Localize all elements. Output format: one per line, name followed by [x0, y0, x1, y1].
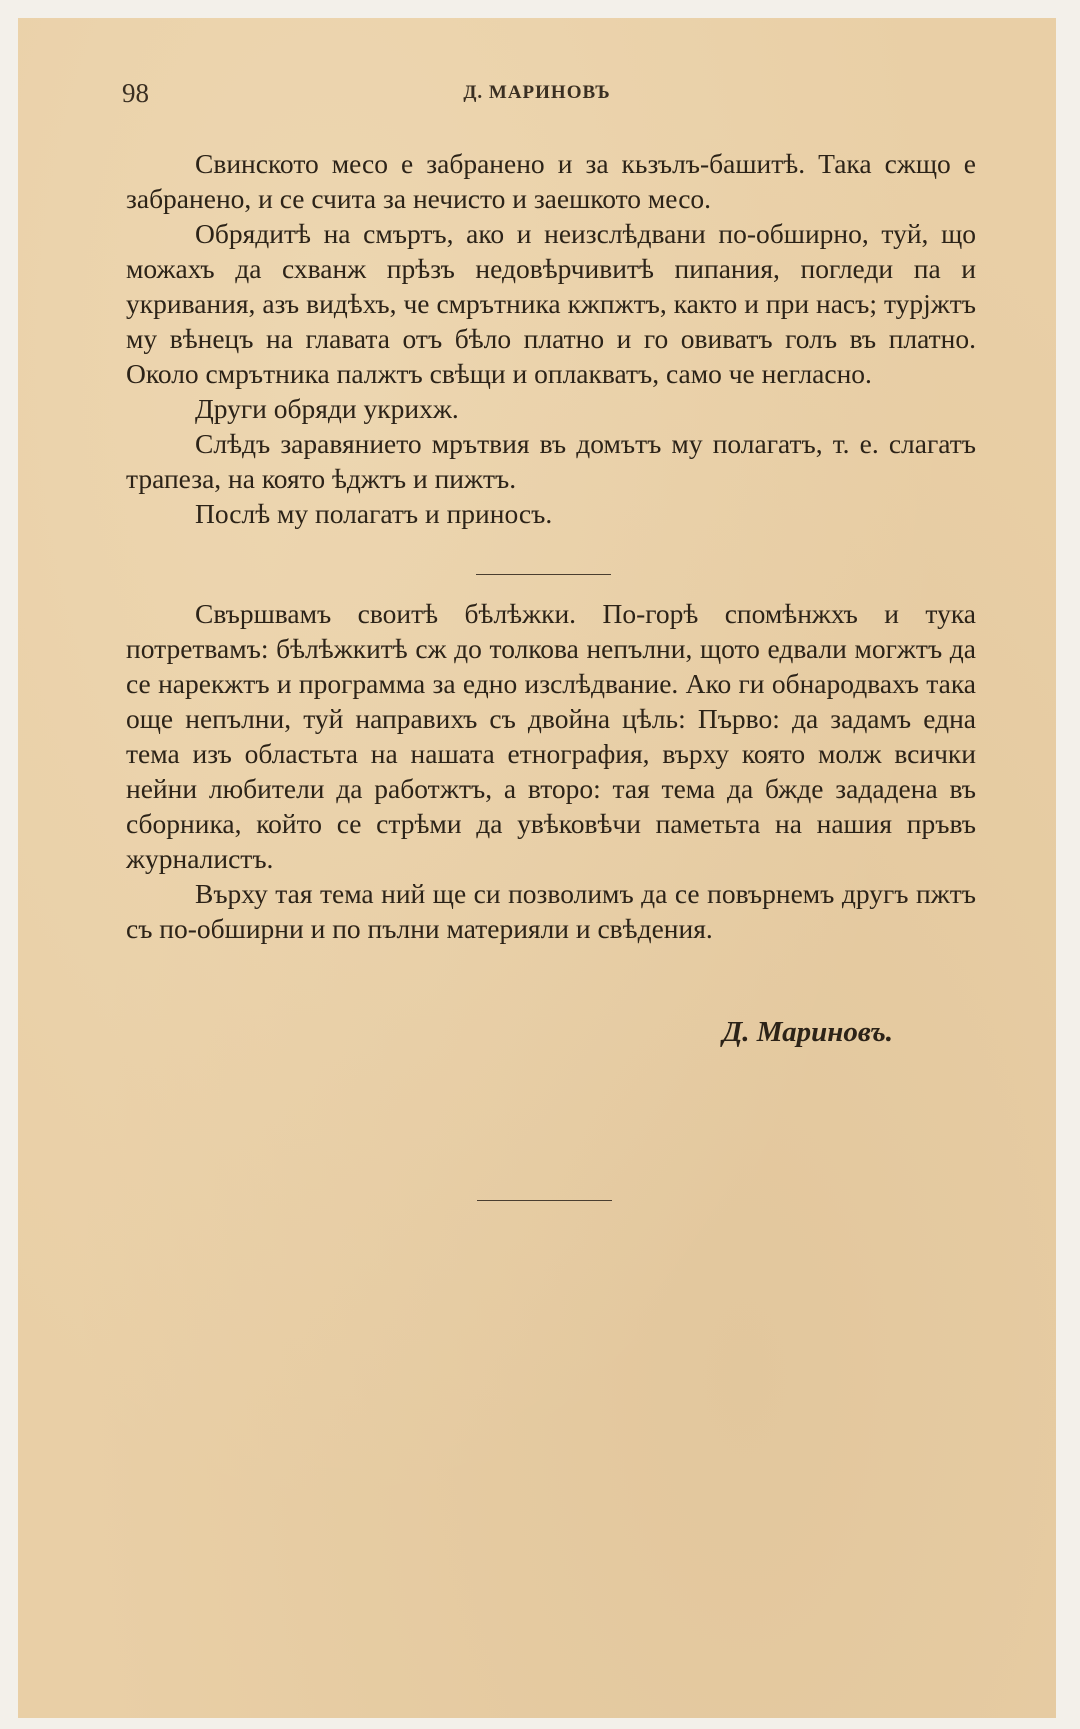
end-divider [477, 1200, 612, 1201]
body-section-1 [126, 146, 976, 531]
running-head: Д. МАРИНОВЪ [463, 82, 611, 103]
book-page [18, 18, 1056, 1718]
paragraph: Послѣ му полагатъ и приносъ. [195, 498, 553, 529]
section-divider [476, 574, 611, 575]
paragraph: Други обряди укрихж. [195, 393, 459, 424]
paragraph: Обрядитѣ на смъртъ, ако и неизслѣдвани по-обширно, туй, що можахъ да схванж прѣзъ недовѣрчивитѣ пипания, погледи па и укривания, азъ видѣхъ, че смрътника кжпжтъ, както и при насъ; турjжтъ му вѣнецъ на главата отъ бѣло платно и го овиватъ голъ въ платно. Около смрътника палжтъ свѣщи и оплакватъ, само че негласно. [126, 218, 976, 389]
paragraph: Свинското месо е забранено и за кьзълъ-башитѣ. Така сжщо е забранено, и се счита за нечисто и заешкото месо. [126, 148, 976, 214]
paragraph: Свършвамъ своитѣ бѣлѣжки. По-горѣ спомѣнжхъ и тука потретвамъ: бѣлѣжкитѣ сж до толкова непълни, щото едвали могжтъ да се нарекжтъ и программа за едно изслѣдвание. Ако ги обнародвахъ така още непълни, туй направихъ съ двойна цѣль: Първо: да задамъ една тема изъ областьта на нашата етнография, върху която молж всички нейни любители да работжтъ, а второ: тая тема да бжде зададена въ сборника, който се стрѣми да увѣковѣчи паметьта на нашия пръвъ журналистъ. [126, 598, 976, 874]
author-signature: Д. Мариновъ. [722, 1016, 893, 1048]
body-section-2 [126, 596, 976, 946]
page-number: 98 [122, 78, 149, 108]
paragraph: Върху тая тема ний ще си позволимъ да се повърнемъ другъ пжтъ съ по-обширни и по пълни материяли и свѣдения. [126, 878, 976, 944]
paragraph: Слѣдъ заравянието мрътвия въ домътъ му полагатъ, т. е. слагатъ трапеза, на която ѣджтъ и пижтъ. [126, 428, 976, 494]
